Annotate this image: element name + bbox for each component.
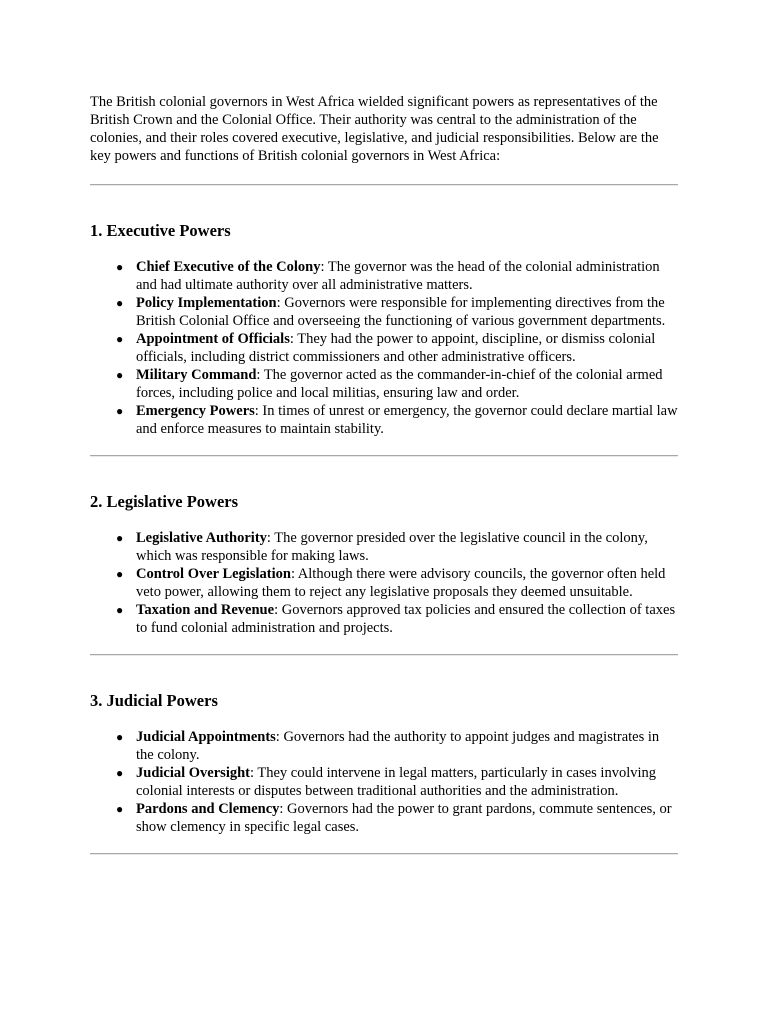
horizontal-rule bbox=[90, 184, 678, 186]
list-item bbox=[116, 402, 678, 438]
item-term: Legislative Authority bbox=[136, 530, 267, 546]
item-text: : In times of unrest or emergency, the governor could declare martial law and enforce measures to maintain stability. bbox=[136, 403, 678, 437]
section-heading: 3. Judicial Powers bbox=[90, 691, 218, 710]
item-text: : The governor was the head of the colonial administration and had ultimate authority over all administrative matters. bbox=[136, 259, 660, 293]
item-term: Judicial Appointments bbox=[136, 729, 276, 745]
intro-paragraph: The British colonial governors in West Africa wielded significant powers as representatives of the British Crown and the Colonial Office. Their authority was central to the administration of the colonies, and their roles covered executive, legislative, and judicial responsibilities. Below are the key powers and functions of British colonial governors in West Africa: bbox=[90, 94, 659, 164]
item-term: Military Command bbox=[136, 367, 257, 383]
item-text: : Governors had the authority to appoint judges and magistrates in the colony. bbox=[136, 729, 660, 763]
item-term: Chief Executive of the Colony bbox=[136, 259, 321, 275]
bullet-icon: ● bbox=[116, 296, 124, 310]
item-term: Taxation and Revenue bbox=[136, 602, 275, 618]
horizontal-rule bbox=[90, 455, 678, 457]
item-term: Emergency Powers bbox=[136, 403, 255, 419]
list-item bbox=[116, 529, 678, 565]
item-text: : Governors were responsible for implementing directives from the British Colonial Office and overseeing the functioning of various government departments. bbox=[136, 295, 666, 329]
horizontal-rule bbox=[90, 654, 678, 656]
item-text: : The governor acted as the commander-in-chief of the colonial armed forces, including police and local militias, ensuring law and order. bbox=[136, 367, 663, 401]
item-term: Control Over Legislation bbox=[136, 566, 291, 582]
bullet-icon: ● bbox=[116, 730, 124, 744]
item-text: : Although there were advisory councils, the governor often held veto power, allowing them to reject any legislative proposals they deemed unsuitable. bbox=[136, 566, 666, 600]
list-item bbox=[116, 294, 678, 330]
bullet-list bbox=[90, 728, 678, 836]
list-item bbox=[116, 258, 678, 294]
section-heading: 2. Legislative Powers bbox=[90, 492, 239, 511]
item-text: : They could intervene in legal matters, particularly in cases involving colonial interests or disputes between traditional authorities and the administration. bbox=[136, 765, 657, 799]
bullet-list bbox=[90, 529, 678, 637]
section-judicial-powers bbox=[90, 691, 678, 855]
bullet-icon: ● bbox=[116, 531, 124, 545]
list-item bbox=[116, 330, 678, 366]
list-item bbox=[116, 601, 678, 637]
section-legislative-powers bbox=[90, 492, 678, 656]
item-term: Pardons and Clemency bbox=[136, 801, 280, 817]
bullet-icon: ● bbox=[116, 404, 124, 418]
list-item bbox=[116, 800, 678, 836]
item-text: : The governor presided over the legislative council in the colony, which was responsible for making laws. bbox=[136, 530, 648, 564]
bullet-icon: ● bbox=[116, 332, 124, 346]
bullet-icon: ● bbox=[116, 603, 124, 617]
item-text: : Governors had the power to grant pardons, commute sentences, or show clemency in specific legal cases. bbox=[136, 801, 672, 835]
item-text: : They had the power to appoint, discipline, or dismiss colonial officials, including district commissioners and other administrative officers. bbox=[136, 331, 656, 365]
list-item bbox=[116, 728, 678, 764]
bullet-icon: ● bbox=[116, 802, 124, 816]
section-heading: 1. Executive Powers bbox=[90, 221, 231, 240]
bullet-icon: ● bbox=[116, 368, 124, 382]
item-term: Policy Implementation bbox=[136, 295, 277, 311]
bullet-icon: ● bbox=[116, 260, 124, 274]
bullet-list bbox=[90, 258, 678, 438]
item-text: : Governors approved tax policies and ensured the collection of taxes to fund colonial administration and projects. bbox=[136, 602, 676, 636]
list-item bbox=[116, 366, 678, 402]
list-item bbox=[116, 764, 678, 800]
horizontal-rule bbox=[90, 853, 678, 855]
bullet-icon: ● bbox=[116, 567, 124, 581]
item-term: Judicial Oversight bbox=[136, 765, 250, 781]
section-executive-powers bbox=[90, 221, 678, 457]
bullet-icon: ● bbox=[116, 766, 124, 780]
list-item bbox=[116, 565, 678, 601]
item-term: Appointment of Officials bbox=[136, 331, 290, 347]
document-body bbox=[90, 93, 678, 855]
